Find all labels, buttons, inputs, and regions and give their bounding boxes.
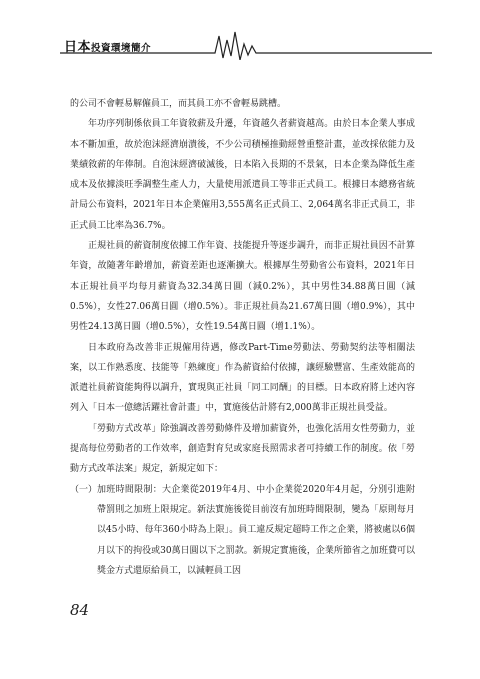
paragraph: 正規社員的薪資制度依據工作年資、技能提升等逐步調升，而非正規社員因不計算年資，故隨著年齡增加，薪資差距也逐漸擴大。根據厚生勞動省公布資料，2021年日本正規社員平均每月薪資為32.34萬日圓（減0.2%），其中男性34.88萬日圓（減0.5%），女性27.06萬日圓（增0.5%）。非正規社員為21.67萬日圓（增0.9%），其中男性24.13萬日圓（增0.5%），女性19.54萬日圓（增1.1%）。 [70,241,415,333]
list-item [70,480,415,581]
page-number: 84 [70,601,90,619]
body-text [70,94,415,581]
header-title: 日本投資環境簡介 [64,40,152,55]
list-item-label: （一） [70,484,98,495]
list-item-text: 加班時間限制：大企業從2019年4月、中小企業從2020年4月起，分別引進附帶罰則之加班上限規定。新法實施後從目前沒有加班時間限制，變為「原則每月以45小時、每年360小時為上限」。員工違反規定超時工作之企業，將被處以6個月以下的拘役或30萬日圓以下之罰款。新規定實施後，企業所節省之加班費可以獎金方式還原給員工，以減輕員工因 [97,484,415,576]
paragraph: 日本政府為改善非正規僱用待遇，修改Part-Time勞動法、勞動契約法等相關法案，以工作熟悉度、技能等「熟練度」作為薪資給付依據，讓經驗豐富、生產效能高的派遣社員薪資能夠得以調升，實現與正社員「同工同酬」的目標。日本政府將上述內容列入「日本一億總活躍社會計畫」中，實施後估計將有2,000萬非正規社員受益。 [70,342,415,414]
paragraph: 「勞動方式改革」除強調改善勞動條件及增加薪資外，也強化活用女性勞動力，並提高每位勞動者的工作效率，創造對育兒或家庭長照需求者可持續工作的制度。依「勞動方式改革法案」規定，新規定如下： [70,423,415,475]
paragraph: 的公司不會輕易解僱員工，而其員工亦不會輕易跳槽。 [70,99,287,109]
page-header [0,0,480,60]
paragraph: 年功序列制係依員工年資敘薪及升遷，年資越久者薪資越高。由於日本企業人事成本不斷加重，故於泡沫經濟崩潰後，不少公司積極推動經營重整計畫，並改採依能力及業績敘薪的年俸制。自泡沫經濟破滅後，日本陷入長期的不景氣，日本企業為降低生產成本及依據淡旺季調整生產人力，大量使用派遣員工等非正式員工。根據日本總務省統計局公布資料，2021年日本企業僱用3,555萬名正式員工、2,064萬名非正式員工，非正式員工比率為36.7%。 [70,119,415,231]
